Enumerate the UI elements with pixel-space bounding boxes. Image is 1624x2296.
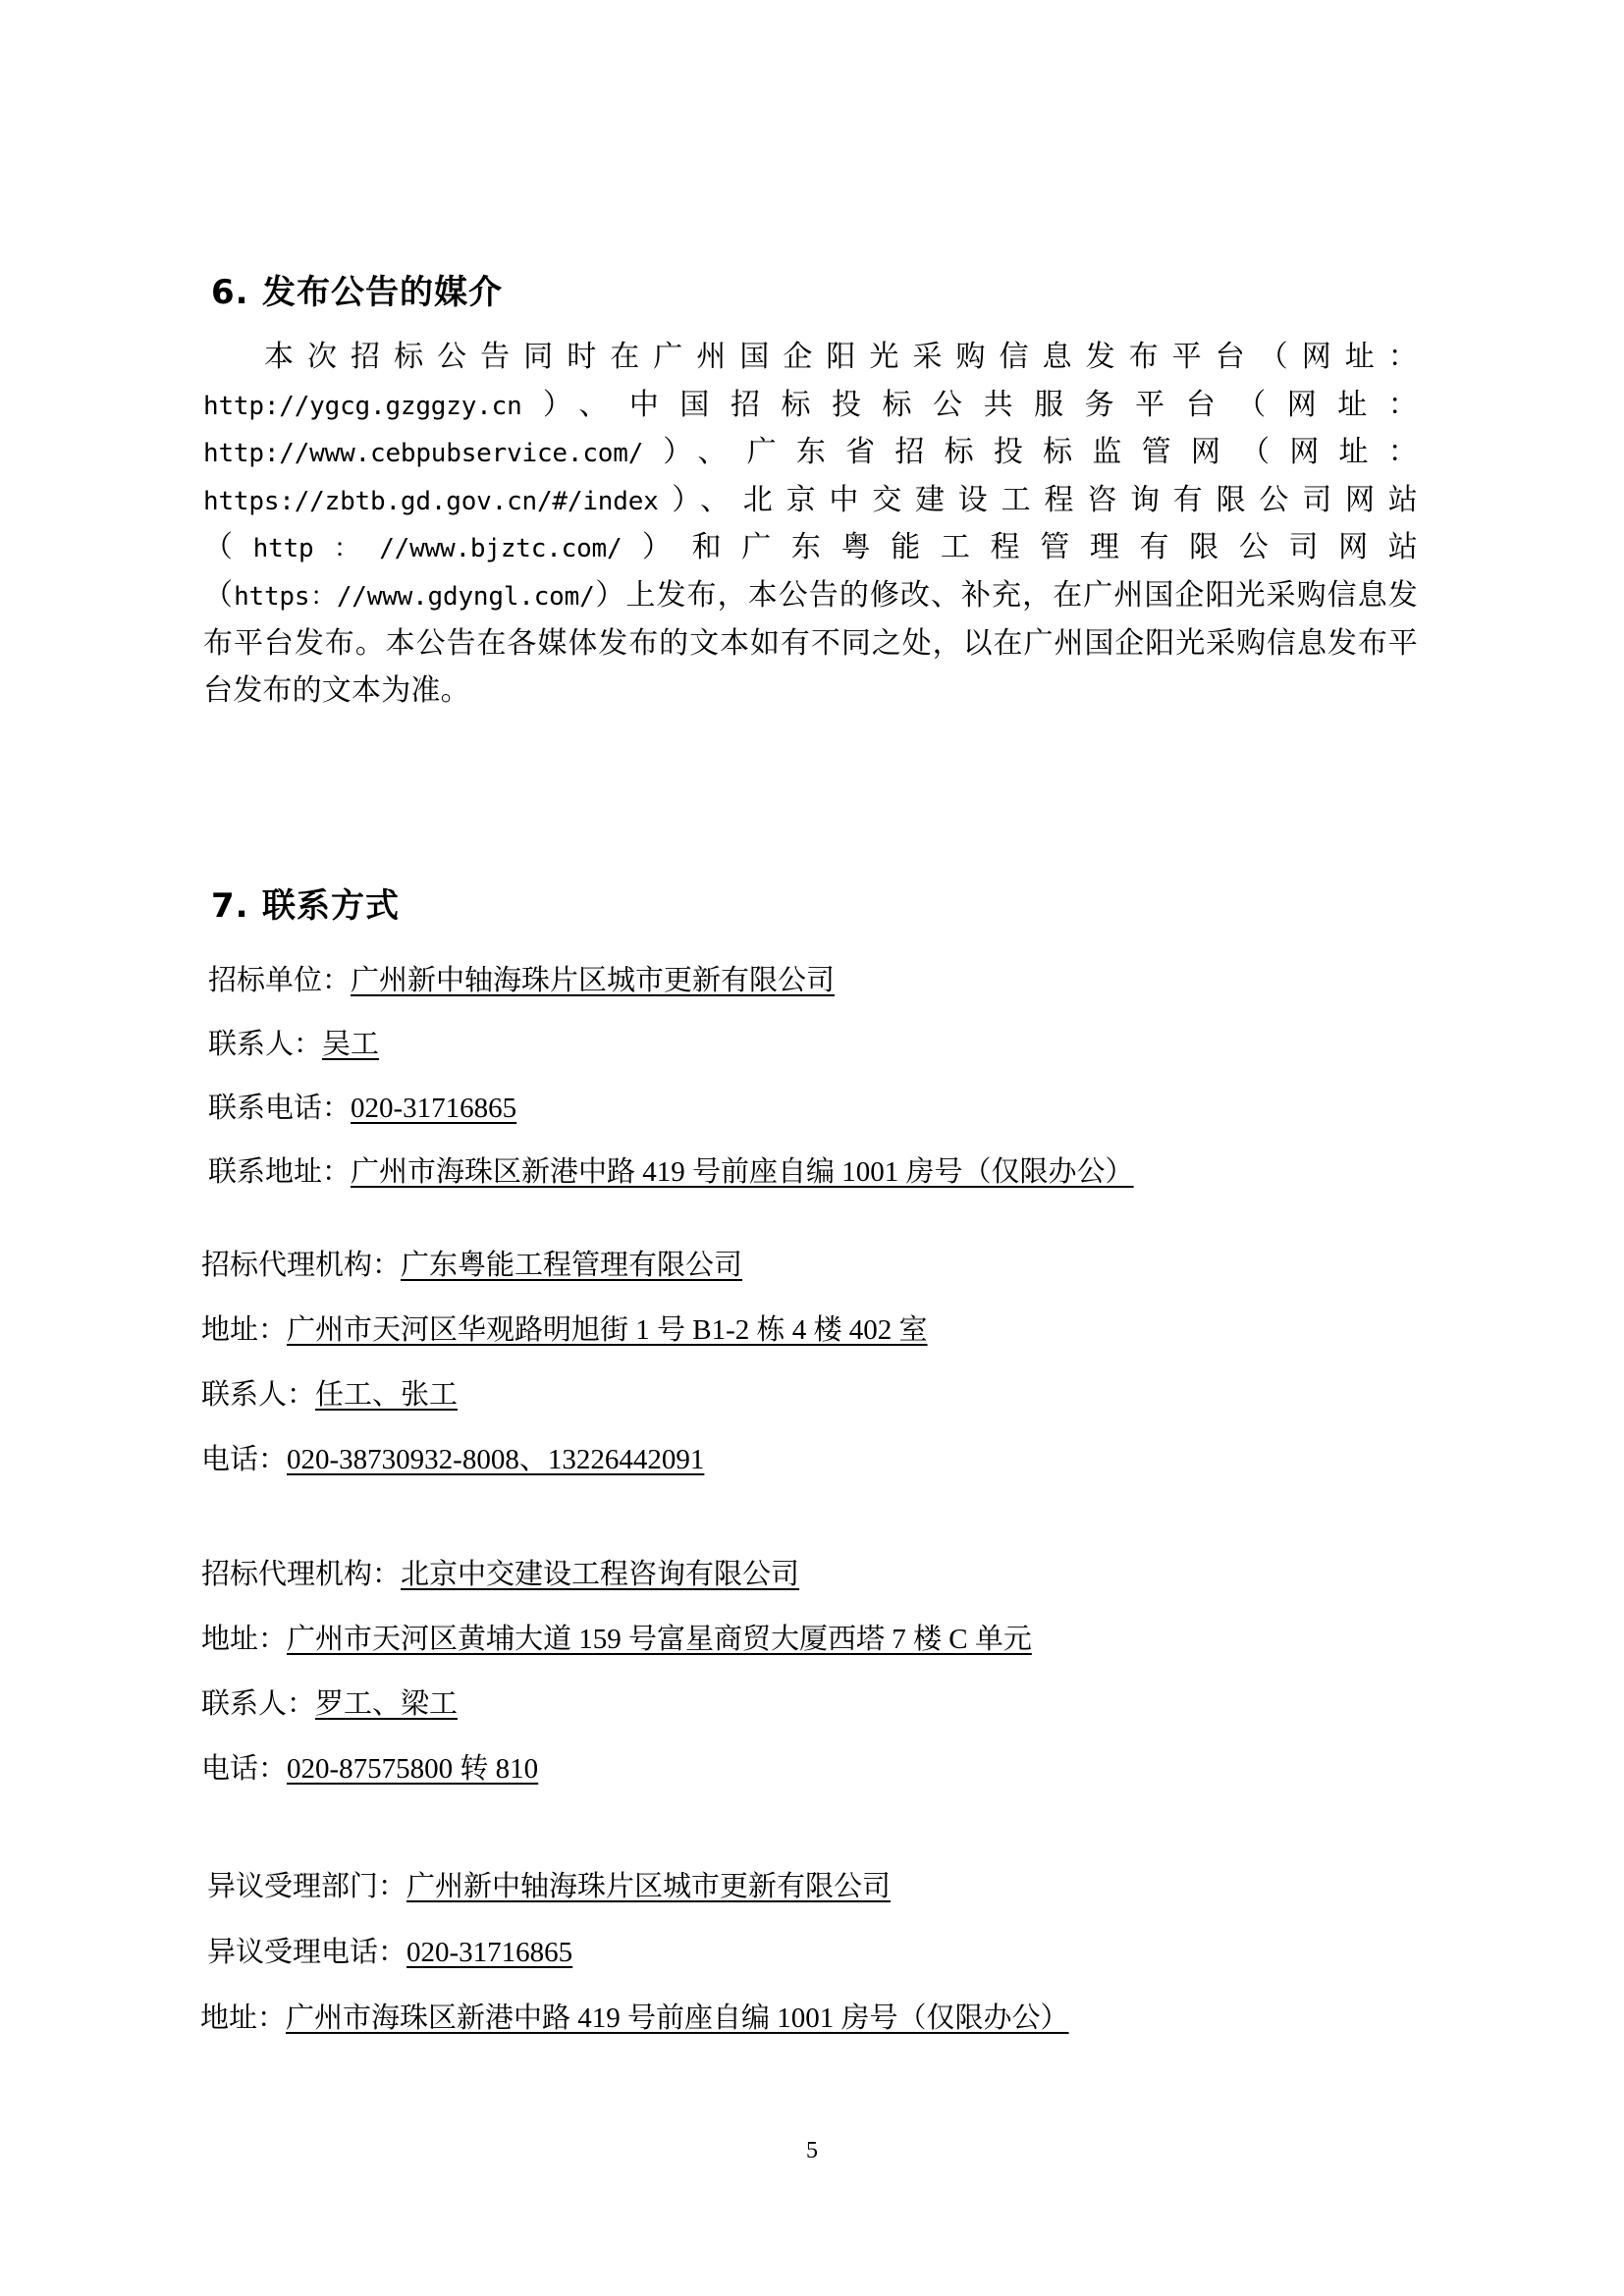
para-text-5: ）和广东粤能工程管理有限公司网站（ [203,531,1419,612]
agency-1-org-line [201,1252,1414,1280]
agency-2-address-value: 广州市天河区黄埔大道 159 号富星商贸大厦西塔 7 楼 C 单元 [287,1624,1032,1655]
objection-address-label: 地址： [200,2002,287,2034]
tenderee-phone-line [208,1095,1421,1123]
tenderee-contact-block [208,967,1421,1187]
agency-2-address-line [201,1626,1414,1654]
para-text-1: 本次招标公告同时在广州国企阳光采购信息发布平台（网址： [264,341,1418,373]
objection-phone-value: 020-31716865 [406,1937,573,1968]
section-heading-7 [211,879,1414,927]
para-text-6: ）上发布，本公告的修改、补充，在广州国企阳光采购信息发布平台发布。本公告在各媒体发布的文本如有不同之处，以在广州国企阳光采购信息发布平台发布的文本为准。 [203,578,1418,708]
tenderee-phone-value: 020-31716865 [351,1093,517,1124]
objection-address-value: 广州市海珠区新港中路 419 号前座自编 1001 房号（仅限办公） [286,2002,1069,2034]
para-text-3: ）、广东省招标投标监管网（网址： [643,436,1418,469]
objection-dept-value: 广州新中轴海珠片区城市更新有限公司 [406,1871,892,1902]
agency-2-contact-block [201,1561,1414,1784]
url-ygcg: http://ygcg.gzggzy.cn [203,391,522,421]
url-gdyngl: https：//www.gdyngl.com/ [234,581,595,612]
tenderee-unit-line [208,967,1421,995]
section-heading-6 [211,265,1414,313]
section-title-6: 发布公告的媒介 [262,273,503,312]
agency-1-org-value: 广东粤能工程管理有限公司 [401,1250,743,1281]
page-number: 5 [806,2138,818,2163]
agency-1-address-line [201,1316,1414,1345]
tenderee-address-line [208,1158,1421,1187]
agency-2-person-label: 联系人： [201,1688,316,1720]
agency-1-org-label: 招标代理机构： [201,1250,402,1281]
objection-contact-block [200,1871,1420,2034]
agency-2-person-value: 罗工、梁工 [315,1688,459,1720]
agency-2-phone-value: 020-87575800 转 810 [287,1753,539,1785]
agency-1-person-line [201,1381,1414,1410]
objection-dept-label: 异议受理部门： [207,1871,407,1902]
agency-1-phone-label: 电话： [201,1444,288,1475]
tenderee-person-label: 联系人： [208,1029,323,1060]
tenderee-address-label: 联系地址： [208,1156,352,1188]
section-number-7: 7. [211,886,249,926]
agency-1-person-label: 联系人： [201,1379,316,1411]
url-zbtb: https://zbtb.gd.gov.cn/#/index [203,486,659,516]
objection-phone-label: 异议受理电话： [207,1937,407,1968]
url-cebpubservice: http://www.cebpubservice.com/ [203,439,644,469]
tenderee-address-value: 广州市海珠区新港中路 419 号前座自编 1001 房号（仅限办公） [351,1156,1134,1188]
section-number-6: 6. [211,273,249,312]
objection-address-line [200,2004,1420,2033]
agency-2-address-label: 地址： [201,1624,288,1655]
section-title-7: 联系方式 [262,886,400,926]
para-text-2: ）、中国招标投标公共服务平台（网址： [521,388,1418,421]
agency-1-contact-block [201,1252,1414,1474]
objection-phone-line [207,1939,1420,1967]
agency-2-org-label: 招标代理机构： [201,1559,402,1590]
objection-dept-line [207,1873,1420,1901]
tenderee-person-value: 吴工 [322,1029,380,1060]
tenderee-phone-label: 联系电话： [208,1093,352,1124]
agency-2-org-value: 北京中交建设工程咨询有限公司 [401,1559,800,1590]
tenderee-unit-label: 招标单位： [208,965,352,996]
agency-2-org-line [201,1561,1414,1589]
section-6-paragraph [203,334,1418,716]
agency-1-phone-value: 020-38730932-8008、13226442091 [287,1444,705,1475]
agency-1-address-value: 广州市天河区华观路明旭街 1 号 B1-2 栋 4 楼 402 室 [287,1314,928,1346]
tenderee-unit-value: 广州新中轴海珠片区城市更新有限公司 [351,965,836,996]
agency-1-phone-line [201,1446,1414,1474]
agency-2-person-line [201,1690,1414,1719]
agency-2-phone-line [201,1755,1414,1784]
tenderee-person-line [208,1031,1421,1059]
agency-1-address-label: 地址： [201,1314,288,1346]
agency-2-phone-label: 电话： [201,1753,288,1785]
url-bjztc: http：//www.bjztc.com/ [252,534,623,564]
agency-1-person-value: 任工、张工 [315,1379,459,1411]
para-text-4: ）、北京中交建设工程咨询有限公司网站（ [203,483,1418,564]
